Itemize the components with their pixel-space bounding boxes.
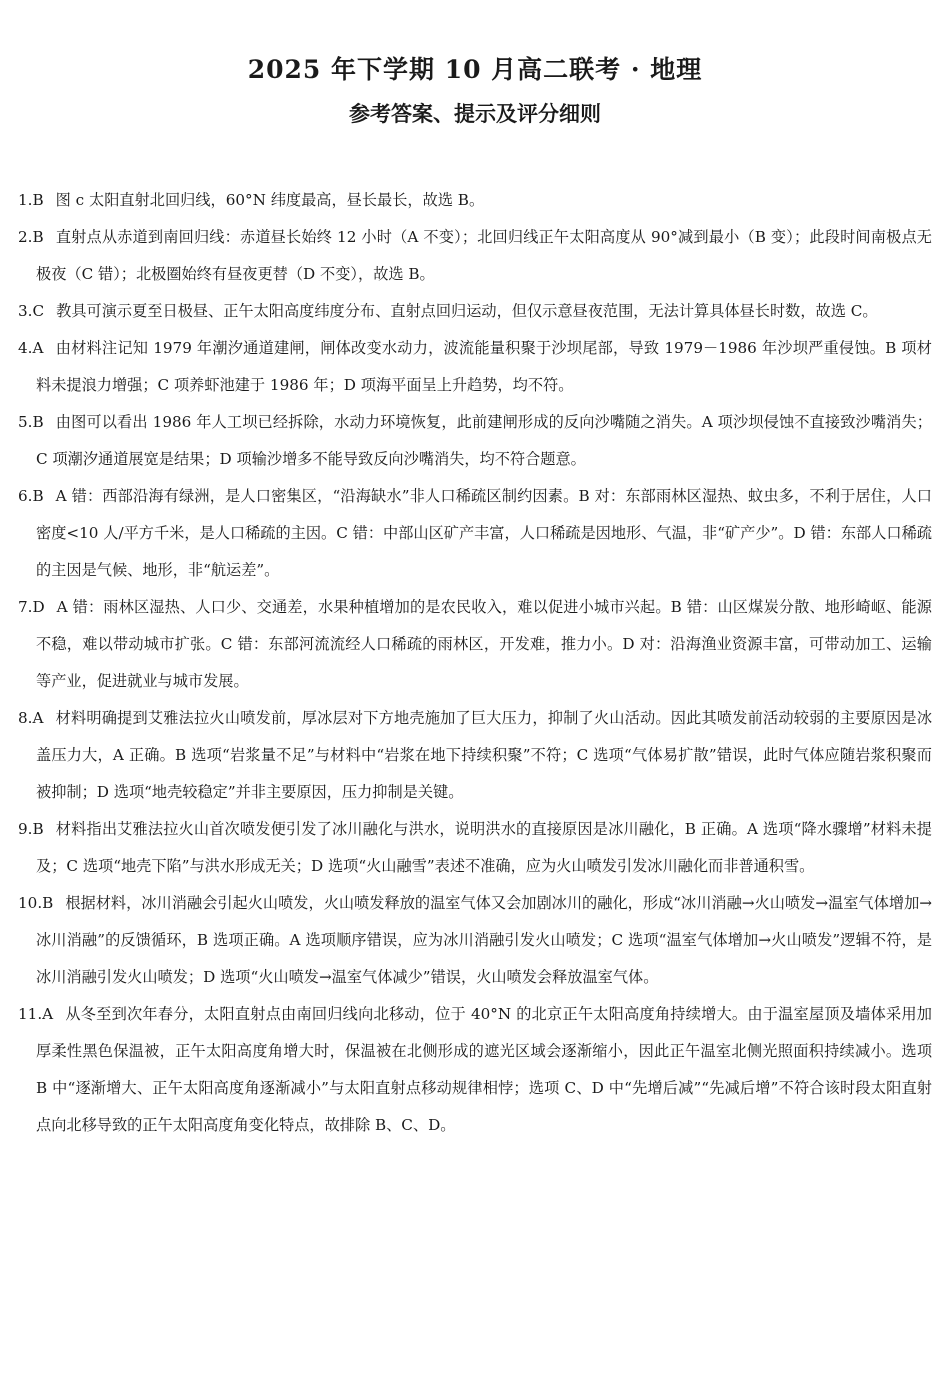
- answer-explanation: 材料明确提到艾雅法拉火山喷发前，厚冰层对下方地壳施加了巨大压力，抑制了火山活动。因此其喷发前活动较弱的主要原因是冰盖压力大，A 正确。B 选项“岩浆量不足”与材料中“岩浆在地下持续积聚”不符；C 选项“气体易扩散”错误，此时气体应随岩浆积聚而被抑制；D 选项“地壳较稳定”并非主要原因，压力抑制是关键。: [36, 709, 932, 801]
- page-subtitle: 参考答案、提示及评分细则: [349, 101, 601, 126]
- answer-item-8: [18, 700, 932, 811]
- answer-number: 8.A: [18, 709, 44, 727]
- answer-list: [18, 182, 932, 1144]
- answer-explanation: 直射点从赤道到南回归线：赤道昼长始终 12 小时（A 不变）；北回归线正午太阳高度从 90°减到最小（B 变）；此段时间南极点无极夜（C 错）；北极圈始终有昼夜更替（D 不变），故选 B。: [36, 228, 932, 283]
- answer-explanation: A 错：西部沿海有绿洲，是人口密集区，“沿海缺水”非人口稀疏区制约因素。B 对：东部雨林区湿热、蚊虫多，不利于居住，人口密度<10 人/平方千米，是人口稀疏的主因。C 错：中部山区矿产丰富，人口稀疏是因地形、气温，非“矿产少”。D 错：东部人口稀疏的主因是气候、地形，非“航运差”。: [36, 487, 932, 579]
- answer-item-10: [18, 885, 932, 996]
- answer-item-9: [18, 811, 932, 885]
- answer-explanation: 教具可演示夏至日极昼、正午太阳高度纬度分布、直射点回归运动，但仅示意昼夜范围，无法计算具体昼长时数，故选 C。: [56, 302, 878, 320]
- answer-number: 7.D: [18, 598, 45, 616]
- answer-number: 5.B: [18, 413, 44, 431]
- answer-item-3: [18, 293, 932, 330]
- answer-item-4: [18, 330, 932, 404]
- answer-item-7: [18, 589, 932, 700]
- answer-explanation: 从冬至到次年春分，太阳直射点由南回归线向北移动，位于 40°N 的北京正午太阳高度角持续增大。由于温室屋顶及墙体采用加厚柔性黑色保温被，正午太阳高度角增大时，保温被在北侧形成的遮光区域会逐渐缩小，因此正午温室北侧光照面积持续减小。选项 B 中“逐渐增大、正午太阳高度角逐渐减小”与太阳直射点移动规律相悖；选项 C、D 中“先增后减”“先减后增”不符合该时段太阳直射点向北移导致的正午太阳高度角变化特点，故排除 B、C、D。: [36, 1005, 932, 1134]
- answer-item-6: [18, 478, 932, 589]
- answer-item-2: [18, 219, 932, 293]
- answer-number: 10.B: [18, 894, 54, 912]
- answer-number: 4.A: [18, 339, 44, 357]
- answer-item-1: [18, 182, 932, 219]
- page-title: 2025 年下学期 10 月高二联考 · 地理: [247, 55, 703, 84]
- answer-explanation: 根据材料，冰川消融会引起火山喷发，火山喷发释放的温室气体又会加剧冰川的融化，形成“冰川消融→火山喷发→温室气体增加→冰川消融”的反馈循环，B 选项正确。A 选项顺序错误，应为冰川消融引发火山喷发；C 选项“温室气体增加→火山喷发”逻辑不符，是冰川消融引发火山喷发；D 选项“火山喷发→温室气体减少”错误，火山喷发会释放温室气体。: [36, 894, 932, 986]
- answer-item-11: [18, 996, 932, 1144]
- answer-number: 6.B: [18, 487, 44, 505]
- answer-number: 3.C: [18, 302, 45, 320]
- answer-number: 1.B: [18, 191, 44, 209]
- answer-number: 11.A: [18, 1005, 54, 1023]
- answer-explanation: A 错：雨林区湿热、人口少、交通差，水果种植增加的是农民收入，难以促进小城市兴起。B 错：山区煤炭分散、地形崎岖、能源不稳，难以带动城市扩张。C 错：东部河流流经人口稀疏的雨林区，开发难，推力小。D 对：沿海渔业资源丰富，可带动加工、运输等产业，促进就业与城市发展。: [36, 598, 932, 690]
- answer-item-5: [18, 404, 932, 478]
- answer-number: 9.B: [18, 820, 44, 838]
- answer-explanation: 由材料注记知 1979 年潮汐通道建闸，闸体改变水动力，波流能量积聚于沙坝尾部，导致 1979－1986 年沙坝严重侵蚀。B 项材料未提浪力增强；C 项养虾池建于 1986 年；D 项海平面呈上升趋势，均不符。: [36, 339, 932, 394]
- answer-explanation: 材料指出艾雅法拉火山首次喷发便引发了冰川融化与洪水，说明洪水的直接原因是冰川融化，B 正确。A 选项“降水骤增”材料未提及；C 选项“地壳下陷”与洪水形成无关；D 选项“火山融雪”表述不准确，应为火山喷发引发冰川融化而非普通积雪。: [36, 820, 932, 875]
- answer-explanation: 图 c 太阳直射北回归线，60°N 纬度最高，昼长最长，故选 B。: [55, 191, 485, 209]
- answer-number: 2.B: [18, 228, 44, 246]
- answer-explanation: 由图可以看出 1986 年人工坝已经拆除，水动力环境恢复，此前建闸形成的反向沙嘴随之消失。A 项沙坝侵蚀不直接致沙嘴消失；C 项潮汐通道展宽是结果；D 项输沙增多不能导致反向沙嘴消失，均不符合题意。: [36, 413, 932, 468]
